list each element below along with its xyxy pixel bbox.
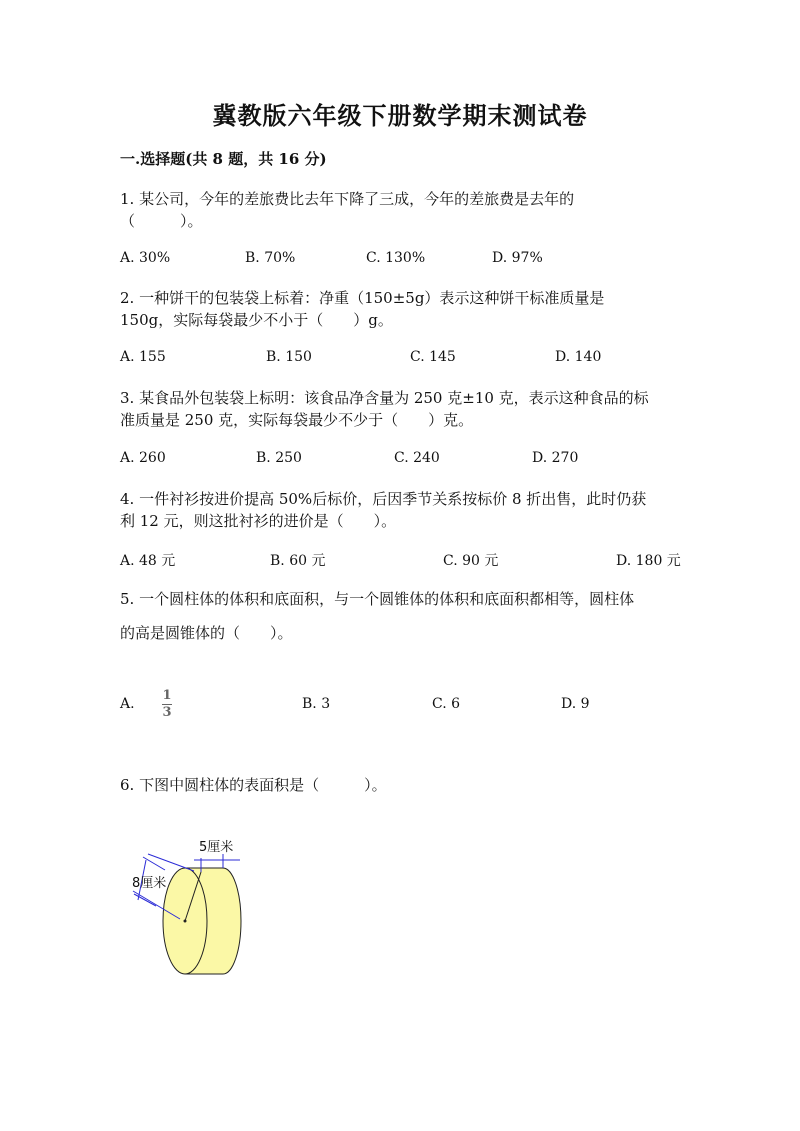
question-4-text: 4. 一件衬衫按进价提高 50%后标价，后因季节关系按标价 8 折出售，此时仍获 (120, 490, 647, 508)
question-2-text: 2. 一种饼干的包装袋上标着：净重（150±5g）表示这种饼干标准质量是 (120, 289, 605, 307)
q1-option-c: C. 130% (366, 250, 426, 266)
question-5-text: 5. 一个圆柱体的体积和底面积，与一个圆锥体的体积和底面积都相等，圆柱体 (120, 590, 635, 608)
height-label: 5厘米 (199, 840, 234, 855)
center-dot (184, 920, 187, 923)
cylinder-figure (128, 830, 258, 980)
q1-option-b: B. 70% (245, 250, 296, 266)
q2-option-b: B. 150 (266, 349, 312, 365)
q2-option-c: C. 145 (410, 349, 456, 365)
fraction-one-third (162, 689, 172, 720)
question-1-text-line2: （ ）。 (120, 212, 203, 230)
question-4-text-line2: 利 12 元，则这批衬衫的进价是（ ）。 (120, 512, 397, 530)
q3-option-c: C. 240 (394, 450, 440, 466)
q3-option-a: A. 260 (120, 450, 166, 466)
q2-option-d: D. 140 (555, 349, 602, 365)
fraction-numerator: 1 (162, 688, 172, 703)
question-2-text-line2: 150g，实际每袋最少不小于（ ）g。 (120, 311, 393, 329)
q5-option-b: B. 3 (302, 696, 331, 712)
question-3-text-line2: 准质量是 250 克，实际每袋最少不少于（ ）克。 (120, 411, 474, 429)
q1-option-d: D. 97% (492, 250, 543, 266)
q4-option-c: C. 90 元 (443, 553, 499, 569)
q3-option-b: B. 250 (256, 450, 302, 466)
question-3-text: 3. 某食品外包装袋上标明：该食品净含量为 250 克±10 克，表示这种食品的标 (120, 389, 649, 407)
question-1-text: 1. 某公司，今年的差旅费比去年下降了三成，今年的差旅费是去年的 (120, 190, 575, 208)
page-title: 冀教版六年级下册数学期末测试卷 (212, 101, 588, 130)
q4-option-d: D. 180 元 (616, 553, 681, 569)
question-6-text: 6. 下图中圆柱体的表面积是（ ）。 (120, 776, 387, 794)
fraction-denominator: 3 (162, 705, 172, 720)
q5-option-a: A. (120, 696, 135, 712)
question-5-text-line2: 的高是圆锥体的（ ）。 (120, 624, 293, 642)
q5-option-d: D. 9 (561, 696, 590, 712)
radius-label: 8厘米 (132, 876, 167, 891)
q1-option-a: A. 30% (120, 250, 171, 266)
section-heading: 一.选择题(共 8 题，共 16 分) (120, 150, 327, 168)
q4-option-b: B. 60 元 (270, 553, 326, 569)
q3-option-d: D. 270 (532, 450, 579, 466)
q4-option-a: A. 48 元 (120, 553, 176, 569)
q5-option-c: C. 6 (432, 696, 461, 712)
q2-option-a: A. 155 (120, 349, 166, 365)
